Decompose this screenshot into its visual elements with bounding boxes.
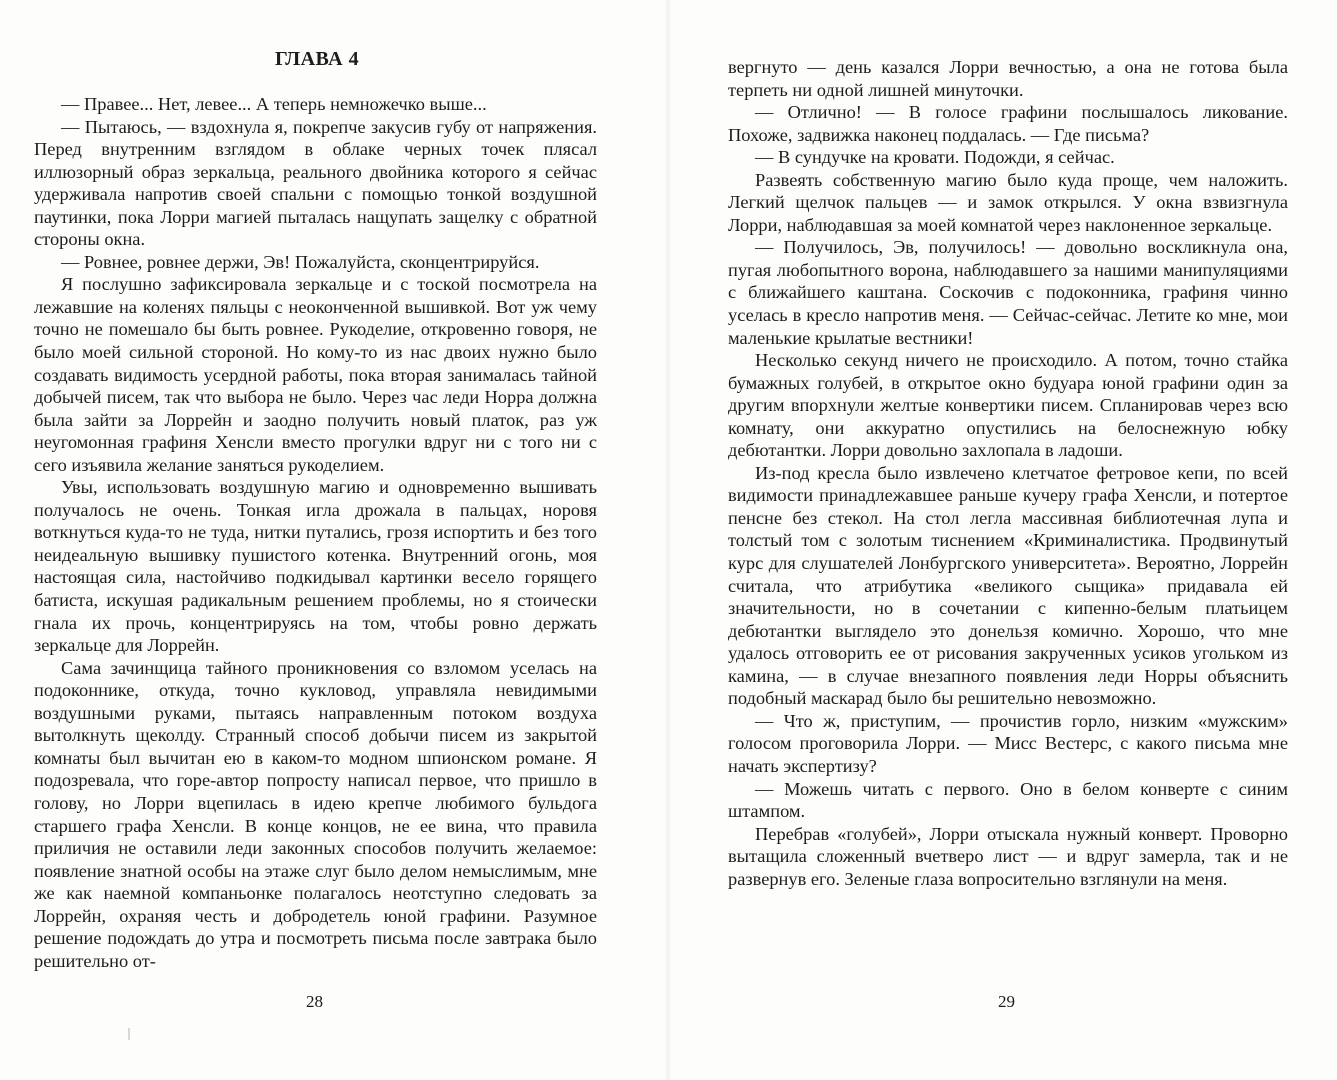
paragraph: — Можешь читать с первого. Оно в белом конверте с синим штампом. (728, 778, 1288, 822)
right-page-text (728, 56, 1288, 890)
paragraph: вергнуто — день казался Лорри вечностью, а она не готова была терпеть ни одной лишней минуточки. (728, 57, 1288, 100)
paragraph: Сама зачинщица тайного проникновения со взломом уселась на подоконнике, откуда, точно кукловод, управляла невидимыми воздушными руками, пытаясь направленным потоком воздуха вытолкнуть щеколду. Странный способ добычи писем из закрытой комнаты был вычитан ею в каком-то модном шпионском романе. Я подозревала, что горе-автор попросту написал первое, что пришло в голову, но Лорри вцепилась в идею крепче любимого бульдога старшего графа Хенсли. В конце концов, не ее вина, что правила приличия не оставили леди законных способов получить желаемое: появление знатной особы на этаже слуг было делом немыслимым, мне же как наемной компаньонке полагалось неотступно следовать за Лоррейн, охраняя честь и добродетель юной графини. Разумное решение подождать до утра и посмотреть письма после завтрака было решительно от- (34, 657, 597, 971)
paragraph: Развеять собственную магию было куда проще, чем наложить. Легкий щелчок пальцев — и замок открылся. У окна взвизгнула Лорри, наблюдавшая за моей комнатой через наклоненное зеркальце. (728, 169, 1288, 235)
right-page (672, 0, 1337, 1080)
paragraph: — В сундучке на кровати. Подожди, я сейчас. (755, 147, 1115, 168)
paragraph: Увы, использовать воздушную магию и одновременно вышивать получалось не очень. Тонкая игла дрожала в пальцах, норовя воткнуться куда-то не туда, нитки путались, грозя испортить и без того неидеальную вышивку пушистого котенка. Внутренний огонь, моя настоящая сила, настойчиво подкидывал картинки весело горящего батиста, искушая радикальным решением проблемы, но я стоически гнала их прочь, концентрируясь на том, чтобы ровно держать зеркальце для Лоррейн. (34, 477, 597, 656)
left-page (0, 0, 664, 1080)
paragraph: Из-под кресла было извлечено клетчатое фетровое кепи, по всей видимости принадлежавшее раньше кучеру графа Хенсли, и потертое пенсне без стекол. На стол легла массивная библиотечная лупа и толстый том с золотым тиснением «Криминалистика. Продвинутый курс для слушателей Лонбургского университета». Вероятно, Лоррейн считала, что атрибутика «великого сыщика» придавала ей значительности, но в сочетании с кипенно-белым платьицем дебютантки выглядело это донельзя комично. Хорошо, что мне удалось отговорить ее от рисования закрученных усиков угольком из камина, — в случае внезапного появления леди Норры объяснить подобный маскарад было бы решительно невозможно. (728, 462, 1288, 709)
page-number-right: 29 (998, 992, 1015, 1011)
paragraph: — Ровнее, ровнее держи, Эв! Пожалуйста, сконцентрируйся. (61, 251, 540, 272)
paragraph: — Отлично! — В голосе графини послышалось ликование. Похоже, задвижка наконец поддалась. — Где письма? (728, 102, 1288, 145)
paragraph: — Пытаюсь, — вздохнула я, покрепче закусив губу от напряжения. Перед внутренним взглядом в облаке черных точек плясал иллюзорный образ зеркальца, реального двойника которого я сейчас удерживала напротив своей спальни с помощью тонкой воздушной паутинки, пока Лорри магией пыталась нащупать защелку с обратной стороны окна. (34, 116, 597, 250)
paragraph: — Получилось, Эв, получилось! — довольно воскликнула она, пугая любопытного ворона, наблюдавшего за нашими манипуляциями с ближайшего каштана. Соскочив с подоконника, графиня чинно уселась в кресло напротив меня. — Сейчас-сейчас. Летите ко мне, мои маленькие крылатые вестники! (728, 237, 1288, 348)
page-number-left: 28 (306, 992, 323, 1011)
paragraph: Несколько секунд ничего не происходило. А потом, точно стайка бумажных голубей, в открытое окно будуара юной графини один за другим впорхнули желтые конвертики писем. Спланировав через всю комнату, они аккуратно опустились на белоснежную юбку дебютантки. Лорри довольно захлопала в ладоши. (728, 350, 1288, 461)
paragraph: Перебрав «голубей», Лорри отыскала нужный конверт. Проворно вытащила сложенный вчетверо лист — и вдруг замерла, так и не развернув его. Зеленые глаза вопросительно взглянули на меня. (728, 823, 1288, 889)
paragraph: — Что ж, приступим, — прочистив горло, низким «мужским» голосом проговорила Лорри. — Мисс Вестерс, с какого письма мне начать экспертизу? (728, 710, 1288, 776)
book-gutter (664, 0, 672, 1080)
chapter-title: ГЛАВА 4 (275, 48, 360, 70)
paragraph: — Правее... Нет, левее... А теперь немножечко выше... (61, 94, 487, 114)
left-page-text (34, 93, 597, 972)
scan-artifact (128, 1028, 130, 1040)
paragraph: Я послушно зафиксировала зеркальце и с тоской посмотрела на лежавшие на коленях пяльцы с неоконченной вышивкой. Вот уж чему точно не помешало бы быть ровнее. Рукоделие, откровенно говоря, не было моей сильной стороной. Но кому-то из нас двоих нужно было создавать видимость усердной работы, пока вторая занималась тайной добычей писем, так что выбора не было. Через час леди Норра должна была зайти за Лоррейн и заодно получить новый платок, раз уж неугомонная графиня Хенсли вместо прогулки вдруг ни с того ни с сего изъявила желание заняться рукоделием. (34, 274, 597, 475)
